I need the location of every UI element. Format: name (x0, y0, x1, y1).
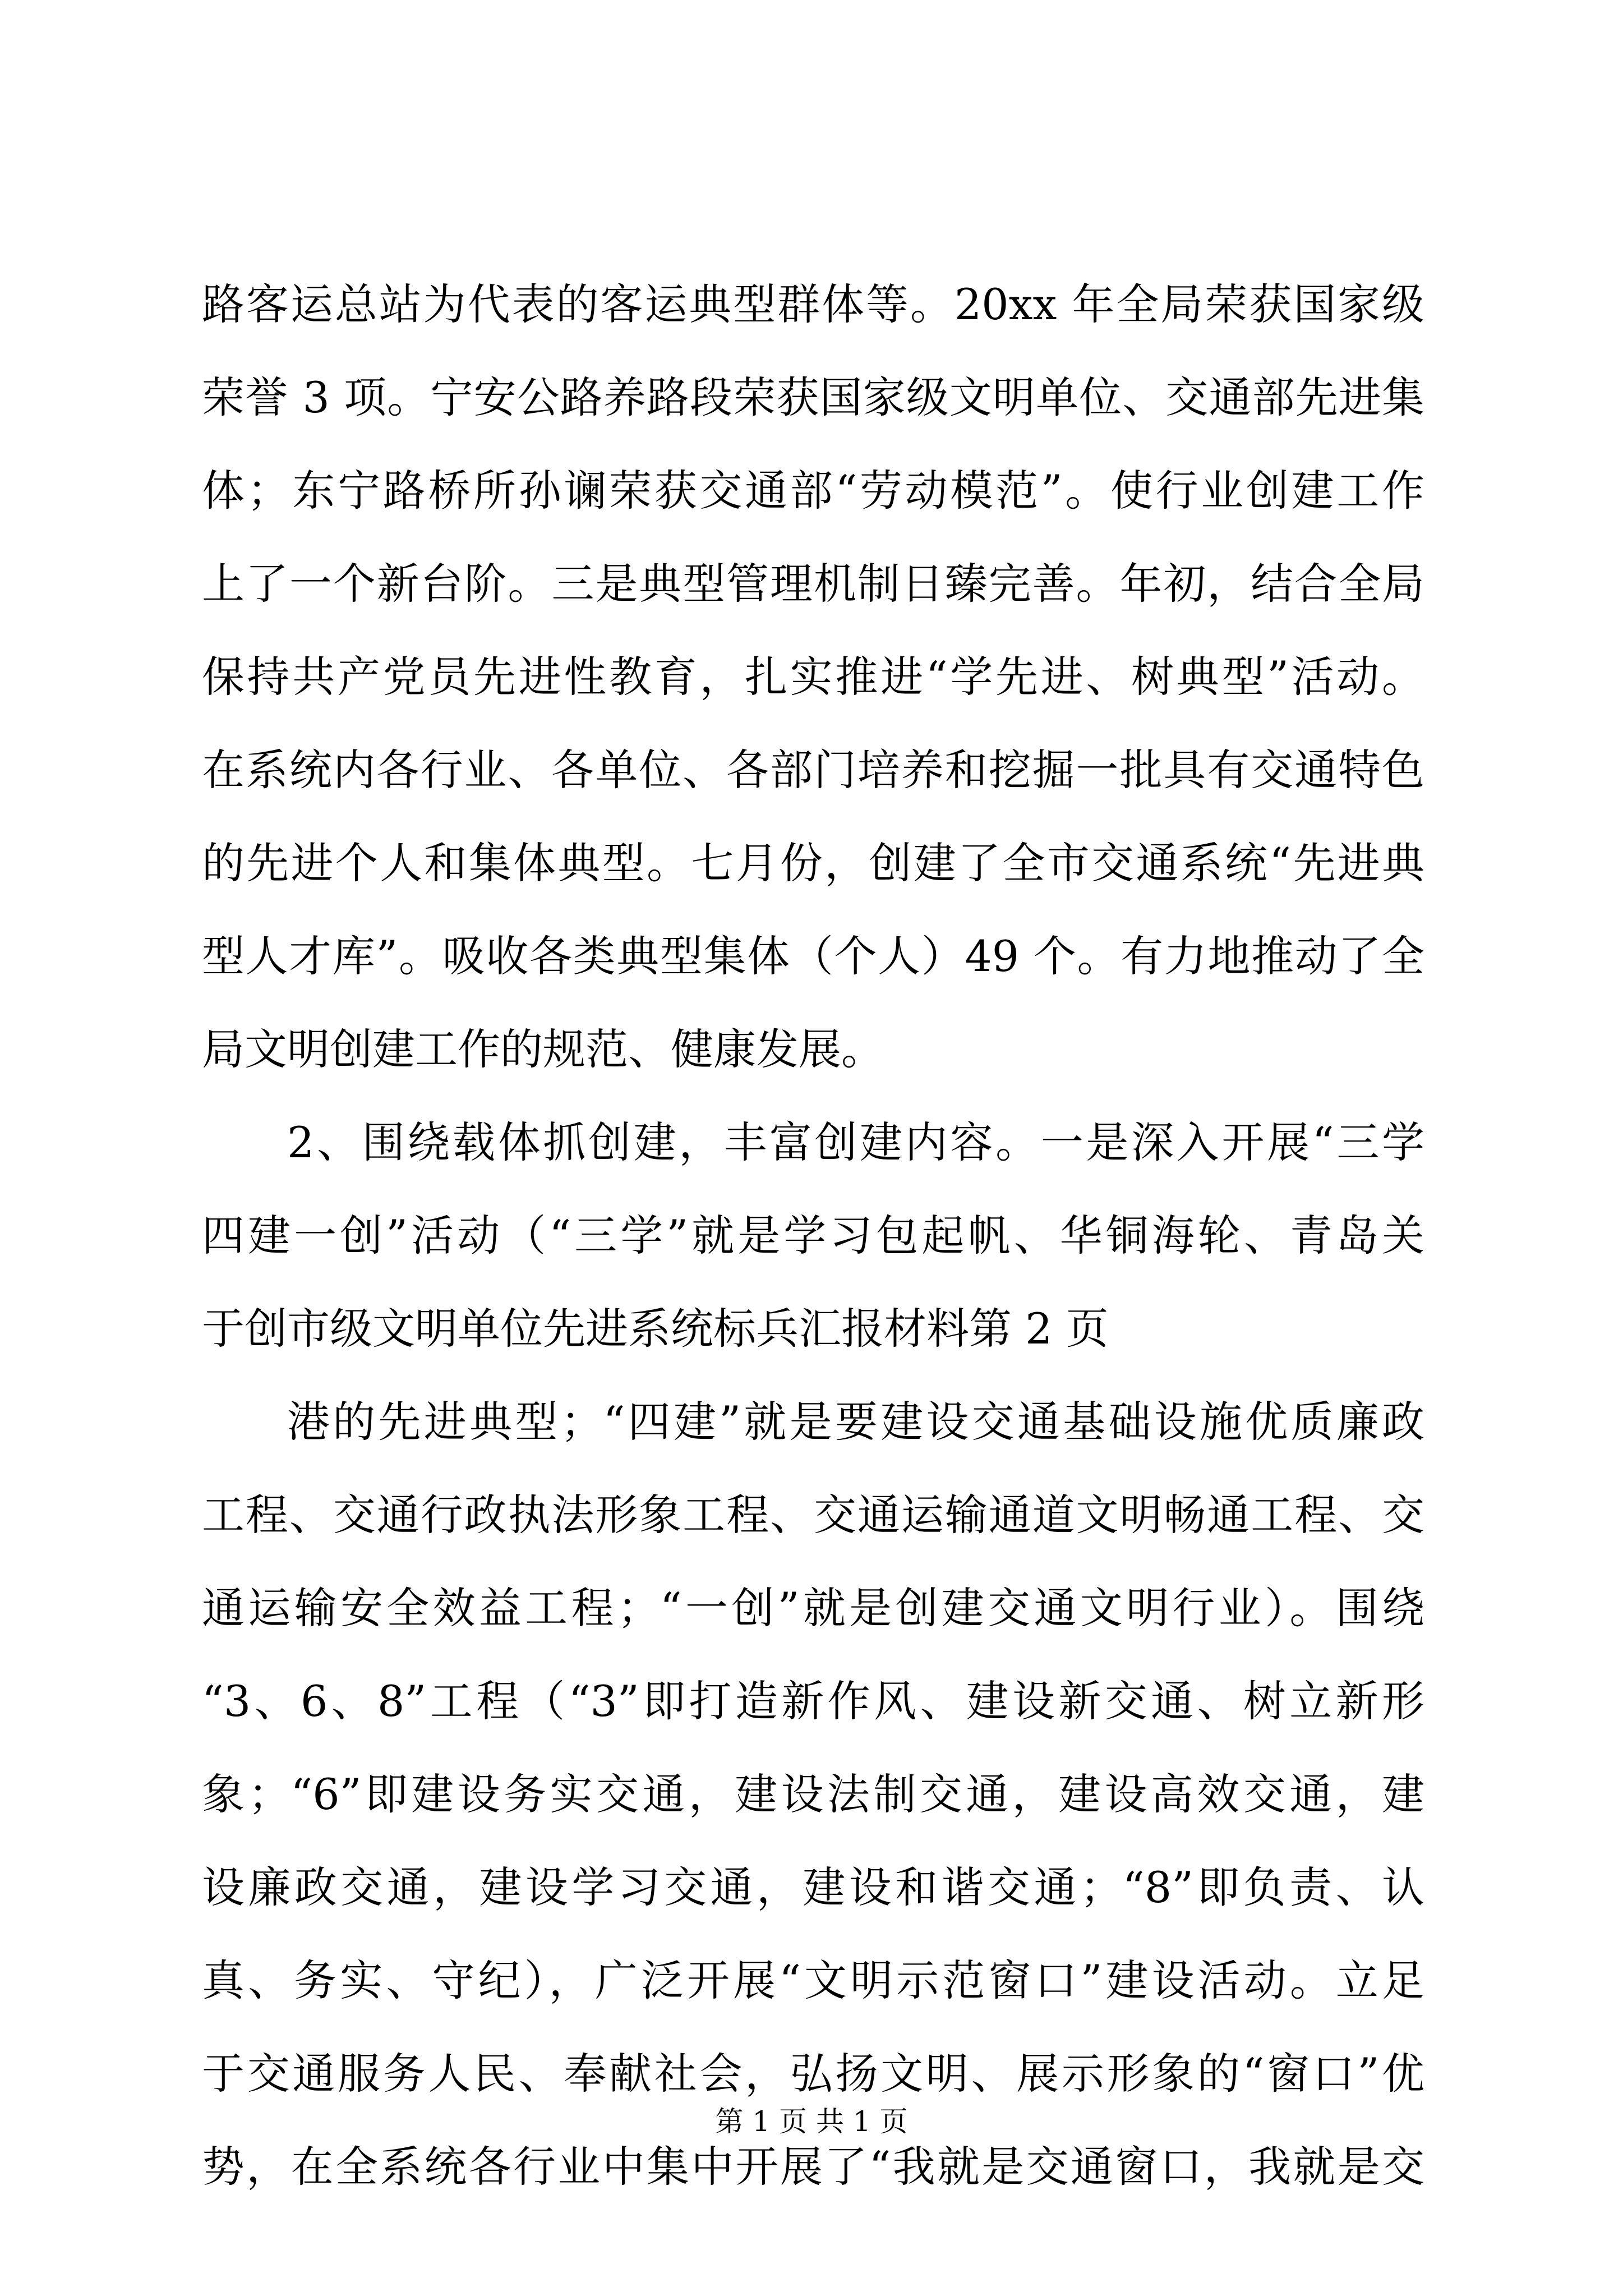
text-line: 路客运总站为代表的客运典型群体等。20xx 年全局荣获国家级 (202, 279, 1424, 329)
text-line: 设廉政交通，建设学习交通，建设和谐交通；“8”即负责、认 (202, 1862, 1424, 1912)
text-line: 的先进个人和集体典型。七月份，创建了全市交通系统“先进典 (202, 838, 1424, 888)
text-line: 2、围绕载体抓创建，丰富创建内容。一是深入开展“三学 (287, 1117, 1424, 1167)
text-line: 保持共产党员先进性教育，扎实推进“学先进、树典型”活动。 (202, 652, 1424, 702)
text-line: 象；“6”即建设务实交通，建设法制交通，建设高效交通，建 (202, 1769, 1424, 1819)
text-line: 四建一创”活动（“三学”就是学习包起帆、华铜海轮、青岛关 (202, 1211, 1424, 1260)
text-line: 在系统内各行业、各单位、各部门培养和挖掘一批具有交通特色 (202, 745, 1424, 795)
text-line: 体；东宁路桥所孙谰荣获交通部“劳动模范”。使行业创建工作 (202, 466, 1424, 516)
text-line: 工程、交通行政执法形象工程、交通运输通道文明畅通工程、交 (202, 1490, 1424, 1540)
text-line: “3、6、8”工程（“3”即打造新作风、建设新交通、树立新形 (202, 1676, 1424, 1726)
document-body (202, 258, 1424, 2214)
text-line: 型人才库”。吸收各类典型集体（个人）49 个。有力地推动了全 (202, 931, 1424, 981)
text-line: 荣誉 3 项。宁安公路养路段荣获国家级文明单位、交通部先进集 (202, 372, 1424, 422)
text-line: 上了一个新台阶。三是典型管理机制日臻完善。年初，结合全局 (202, 559, 1424, 609)
text-line: 通运输安全效益工程；“一创”就是创建交通文明行业）。围绕 (202, 1583, 1424, 1633)
text-line: 势，在全系统各行业中集中开展了“我就是交通窗口，我就是交 (202, 2142, 1424, 2192)
page-footer: 第 1 页 共 1 页 (715, 2105, 908, 2138)
text-line: 于交通服务人民、奉献社会，弘扬文明、展示形象的“窗口”优 (202, 2049, 1424, 2099)
text-line: 港的先进典型；“四建”就是要建设交通基础设施优质廉政 (287, 1397, 1424, 1447)
text-line: 于创市级文明单位先进系统标兵汇报材料第 2 页 (202, 1304, 1109, 1354)
text-line: 局文明创建工作的规范、健康发展。 (202, 1024, 884, 1074)
text-line: 真、务实、守纪），广泛开展“文明示范窗口”建设活动。立足 (202, 1955, 1424, 2005)
